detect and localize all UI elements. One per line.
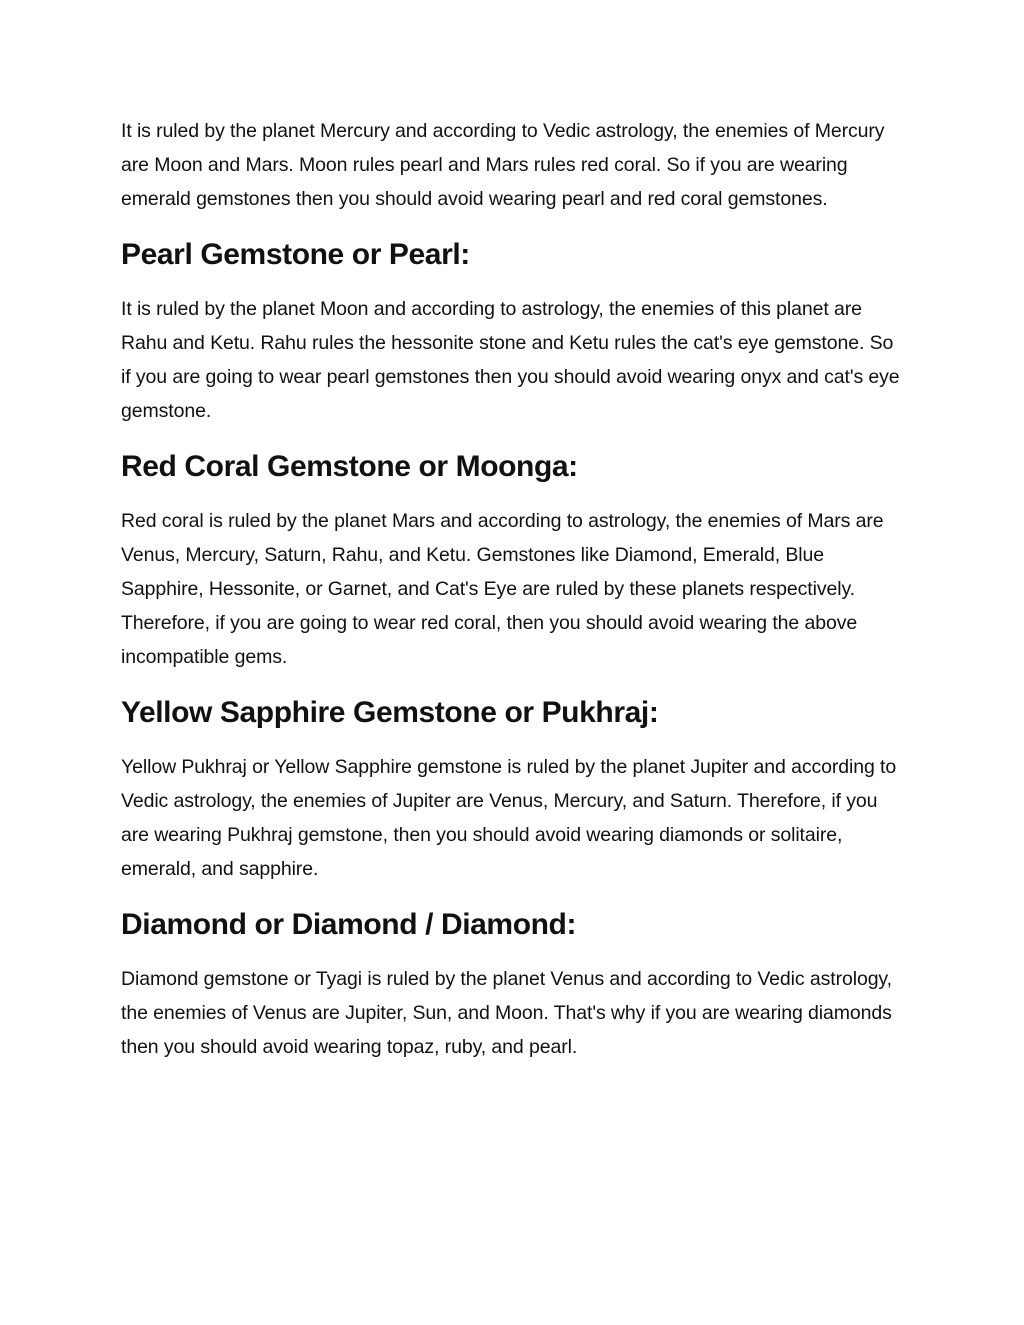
section-paragraph-red-coral: Red coral is ruled by the planet Mars and according to astrology, the enemies of Mars are Venus, Mercury, Saturn, Rahu, and Ketu. Gemstones like Diamond, Emerald, Blue Sapphire, Hessonite, or Garnet, and Cat's Eye are ruled by these planets respectively. Therefore, if you are going to wear red coral, then you should avoid wearing the above incompatible gems.: [121, 510, 884, 668]
section-heading-yellow-sapphire: Yellow Sapphire Gemstone or Pukhraj:: [121, 696, 659, 729]
section-heading-diamond: Diamond or Diamond / Diamond:: [121, 908, 577, 941]
section-paragraph-diamond: Diamond gemstone or Tyagi is ruled by the planet Venus and according to Vedic astrology, the enemies of Venus are Jupiter, Sun, and Moon. That's why if you are wearing diamonds then you should avoid wearing topaz, ruby, and pearl.: [121, 968, 892, 1058]
section-paragraph-yellow-sapphire: Yellow Pukhraj or Yellow Sapphire gemstone is ruled by the planet Jupiter and according to Vedic astrology, the enemies of Jupiter are Venus, Mercury, and Saturn. Therefore, if you are wearing Pukhraj gemstone, then you should avoid wearing diamonds or solitaire, emerald, and sapphire.: [121, 756, 897, 880]
intro-paragraph: It is ruled by the planet Mercury and according to Vedic astrology, the enemies of Mercury are Moon and Mars. Moon rules pearl and Mars rules red coral. So if you are wearing emerald gemstones then you should avoid wearing pearl and red coral gemstones.: [121, 120, 885, 210]
section-paragraph-pearl: It is ruled by the planet Moon and according to astrology, the enemies of this planet are Rahu and Ketu. Rahu rules the hessonite stone and Ketu rules the cat's eye gemstone. So if you are going to wear pearl gemstones then you should avoid wearing onyx and cat's eye gemstone.: [121, 298, 900, 422]
document-page: [121, 114, 901, 1084]
section-heading-red-coral: Red Coral Gemstone or Moonga:: [121, 450, 578, 483]
section-heading-pearl: Pearl Gemstone or Pearl:: [121, 238, 470, 271]
